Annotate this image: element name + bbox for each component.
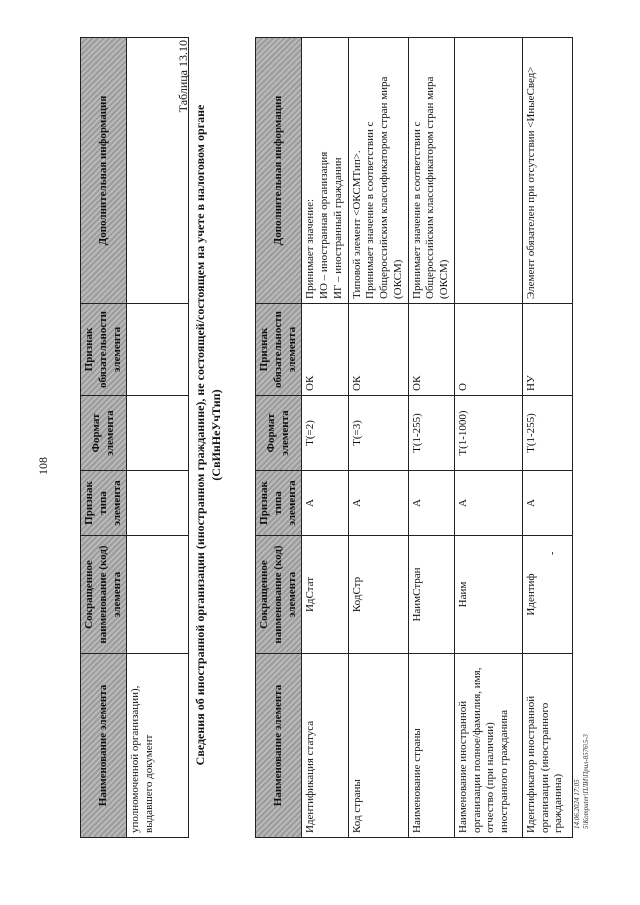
header-type: Признак типа элемента xyxy=(256,471,302,536)
cell-name: Код страны xyxy=(348,654,408,838)
header-req: Признак обязательности элемента xyxy=(81,304,127,396)
header-req: Признак обязательности элемента xyxy=(256,304,302,396)
footer-id: 5\Komputer\ПЛИ\Прил-8576\5-3 xyxy=(582,734,591,829)
info-line: ИГ – иностранный гражданин xyxy=(331,157,344,299)
header-format: Формат элемента xyxy=(256,396,302,471)
cell-name: уполномоченной организации), выдавшего документ xyxy=(127,654,189,838)
cell-format: T(1-1000) xyxy=(454,396,522,471)
cell-type: А xyxy=(408,471,454,536)
table-row xyxy=(302,38,348,838)
cell-info xyxy=(408,38,454,304)
page-number: 108 xyxy=(36,457,50,475)
cell-short: НаимСтран xyxy=(408,536,454,654)
cell-type: А xyxy=(302,471,348,536)
header-info: Дополнительная информация xyxy=(81,38,127,304)
cell-name: Идентификатор иностранной организации (иностранного гражданина) xyxy=(522,654,572,838)
info-line: Элемент обязателен при отсутствии <ИныеСвед> xyxy=(524,66,537,299)
cell-req: ОК xyxy=(408,304,454,396)
cell-req xyxy=(127,304,189,396)
cell-info xyxy=(522,38,572,304)
cell-format: T(=2) xyxy=(302,396,348,471)
table-title-text: Сведения об иностранной организации (иностранном гражданине), не состоящей/состоящем на учете в налоговом органе xyxy=(193,104,207,766)
header-short: Сокращенное наименование (код) элемента xyxy=(256,536,302,654)
continued-table xyxy=(80,37,189,838)
table-header-row xyxy=(256,38,302,838)
cell-name: Наименование страны xyxy=(408,654,454,838)
info-line: ИО – иностранная организация xyxy=(318,151,330,299)
cell-name: Идентификация статуса xyxy=(302,654,348,838)
cell-info xyxy=(348,38,408,304)
scan-mark: - xyxy=(547,551,558,555)
cell-req: О xyxy=(454,304,522,396)
cell-req: НУ xyxy=(522,304,572,396)
table-title-code: (СвИнНеУчТип) xyxy=(208,389,223,481)
cell-format: T(=3) xyxy=(348,396,408,471)
cell-type: А xyxy=(454,471,522,536)
header-info: Дополнительная информация xyxy=(256,38,302,304)
table-row xyxy=(522,38,572,838)
cell-req: ОК xyxy=(302,304,348,396)
cell-info xyxy=(302,38,348,304)
cell-info xyxy=(454,38,522,304)
info-line: Принимает значение: xyxy=(304,198,317,299)
info-line: Принимает значение в соответствии с Общероссийским классификатором стран мира (ОКСМ) xyxy=(410,76,450,299)
header-name: Наименование элемента xyxy=(81,654,127,838)
cell-format: T(1-255) xyxy=(522,396,572,471)
info-line: Принимает значение в соответствии с Общероссийским классификатором стран мира (ОКСМ) xyxy=(364,76,404,299)
cell-format xyxy=(127,396,189,471)
cell-short: Наим xyxy=(454,536,522,654)
table-row xyxy=(454,38,522,838)
footer-date: 14.06.2024 17:05 xyxy=(573,779,581,829)
cell-format: T(1-255) xyxy=(408,396,454,471)
cell-short: Идентиф xyxy=(522,536,572,654)
table-caption: Таблица 13.10 xyxy=(176,40,190,113)
info-line: Типовой элемент <ОКСМТип>. xyxy=(350,150,363,299)
header-type: Признак типа элемента xyxy=(81,471,127,536)
header-short: Сокращенное наименование (код) элемента xyxy=(81,536,127,654)
table-header-row xyxy=(81,38,127,838)
cell-short: КодСтр xyxy=(348,536,408,654)
elements-table xyxy=(255,37,573,838)
cell-type: А xyxy=(522,471,572,536)
table-row xyxy=(408,38,454,838)
cell-short xyxy=(127,536,189,654)
cell-name: Наименование иностранной организации полное/фамилия, имя, отчество (при наличии) иностранного гражданина xyxy=(454,654,522,838)
table-row xyxy=(348,38,408,838)
header-name: Наименование элемента xyxy=(256,654,302,838)
footer-stamp xyxy=(573,734,591,829)
cell-req: ОК xyxy=(348,304,408,396)
cell-type xyxy=(127,471,189,536)
table-title xyxy=(193,65,224,805)
header-format: Формат элемента xyxy=(81,396,127,471)
cell-type: А xyxy=(348,471,408,536)
cell-short: ИдСтат xyxy=(302,536,348,654)
